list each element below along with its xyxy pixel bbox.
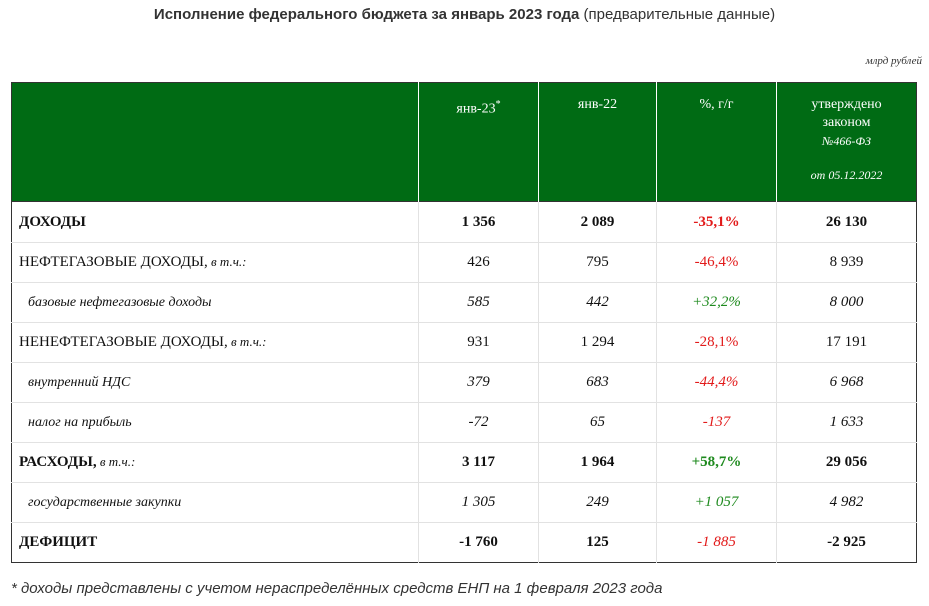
header-label-cell (12, 83, 419, 202)
value-jan22: 2 089 (539, 202, 657, 243)
table-header-row (12, 83, 917, 202)
row-label (12, 443, 419, 483)
header-approved-line2: законом (822, 115, 871, 130)
value-pct: -44,4% (657, 363, 777, 403)
value-approved: 1 633 (777, 403, 917, 443)
value-pct: +32,2% (657, 283, 777, 323)
value-approved: 26 130 (777, 202, 917, 243)
value-jan22: 795 (539, 243, 657, 283)
value-jan23: -72 (419, 403, 539, 443)
table-row (12, 483, 917, 523)
row-label-suffix: в т.ч.: (207, 254, 247, 269)
header-jan23 (419, 83, 539, 202)
value-pct: -137 (657, 403, 777, 443)
value-jan23: 1 356 (419, 202, 539, 243)
header-approved-line4: от 05.12.2022 (810, 168, 883, 182)
value-jan23: 3 117 (419, 443, 539, 483)
value-jan23: 426 (419, 243, 539, 283)
row-label-text: НЕНЕФТЕГАЗОВЫЕ ДОХОДЫ, (19, 334, 228, 350)
value-jan22: 442 (539, 283, 657, 323)
row-label (12, 323, 419, 363)
row-label (12, 243, 419, 283)
table-row (12, 323, 917, 363)
value-approved: 29 056 (777, 443, 917, 483)
header-approved-line3: №466-ФЗ (822, 134, 871, 148)
value-pct: +1 057 (657, 483, 777, 523)
header-approved (777, 83, 917, 202)
row-label-suffix: в т.ч.: (227, 334, 267, 349)
row-label: ДЕФИЦИТ (12, 523, 419, 563)
row-label-suffix: в т.ч.: (96, 454, 136, 469)
value-pct: -35,1% (657, 202, 777, 243)
row-label-text: РАСХОДЫ, (19, 454, 97, 470)
table-row (12, 283, 917, 323)
table-row (12, 363, 917, 403)
value-approved: 8 939 (777, 243, 917, 283)
value-jan22: 125 (539, 523, 657, 563)
units-label: млрд рублей (865, 55, 922, 67)
value-jan23: 379 (419, 363, 539, 403)
footnote: * доходы представлены с учетом нераспределённых средств ЕНП на 1 февраля 2023 года (11, 580, 663, 597)
header-approved-line1: утверждено (811, 97, 882, 112)
value-approved: -2 925 (777, 523, 917, 563)
header-pct-label: %, г/г (699, 97, 734, 112)
table-row (12, 403, 917, 443)
table-row (12, 202, 917, 243)
value-jan22: 683 (539, 363, 657, 403)
value-approved: 6 968 (777, 363, 917, 403)
value-jan22: 1 964 (539, 443, 657, 483)
value-jan23: 1 305 (419, 483, 539, 523)
page-title (0, 6, 929, 23)
value-jan23: -1 760 (419, 523, 539, 563)
budget-table (11, 82, 917, 563)
title-main: Исполнение федерального бюджета за январь 2023 года (153, 6, 580, 23)
title-note: (предварительные данные) (579, 6, 776, 23)
header-jan22-label: янв-22 (577, 97, 618, 112)
value-pct: -28,1% (657, 323, 777, 363)
value-approved: 8 000 (777, 283, 917, 323)
value-approved: 4 982 (777, 483, 917, 523)
footnote-mark: * (495, 99, 501, 110)
value-approved: 17 191 (777, 323, 917, 363)
header-pct (657, 83, 777, 202)
value-pct: +58,7% (657, 443, 777, 483)
header-jan22 (539, 83, 657, 202)
row-label: государственные закупки (12, 483, 419, 523)
table-row (12, 443, 917, 483)
row-label: ДОХОДЫ (12, 202, 419, 243)
table-row (12, 523, 917, 563)
header-jan23-label: янв-23 (456, 101, 496, 117)
row-label-text: НЕФТЕГАЗОВЫЕ ДОХОДЫ, (19, 254, 208, 270)
value-pct: -1 885 (657, 523, 777, 563)
value-pct: -46,4% (657, 243, 777, 283)
row-label: внутренний НДС (12, 363, 419, 403)
value-jan22: 249 (539, 483, 657, 523)
value-jan22: 1 294 (539, 323, 657, 363)
value-jan22: 65 (539, 403, 657, 443)
value-jan23: 585 (419, 283, 539, 323)
table-row (12, 243, 917, 283)
row-label: налог на прибыль (12, 403, 419, 443)
value-jan23: 931 (419, 323, 539, 363)
row-label: базовые нефтегазовые доходы (12, 283, 419, 323)
